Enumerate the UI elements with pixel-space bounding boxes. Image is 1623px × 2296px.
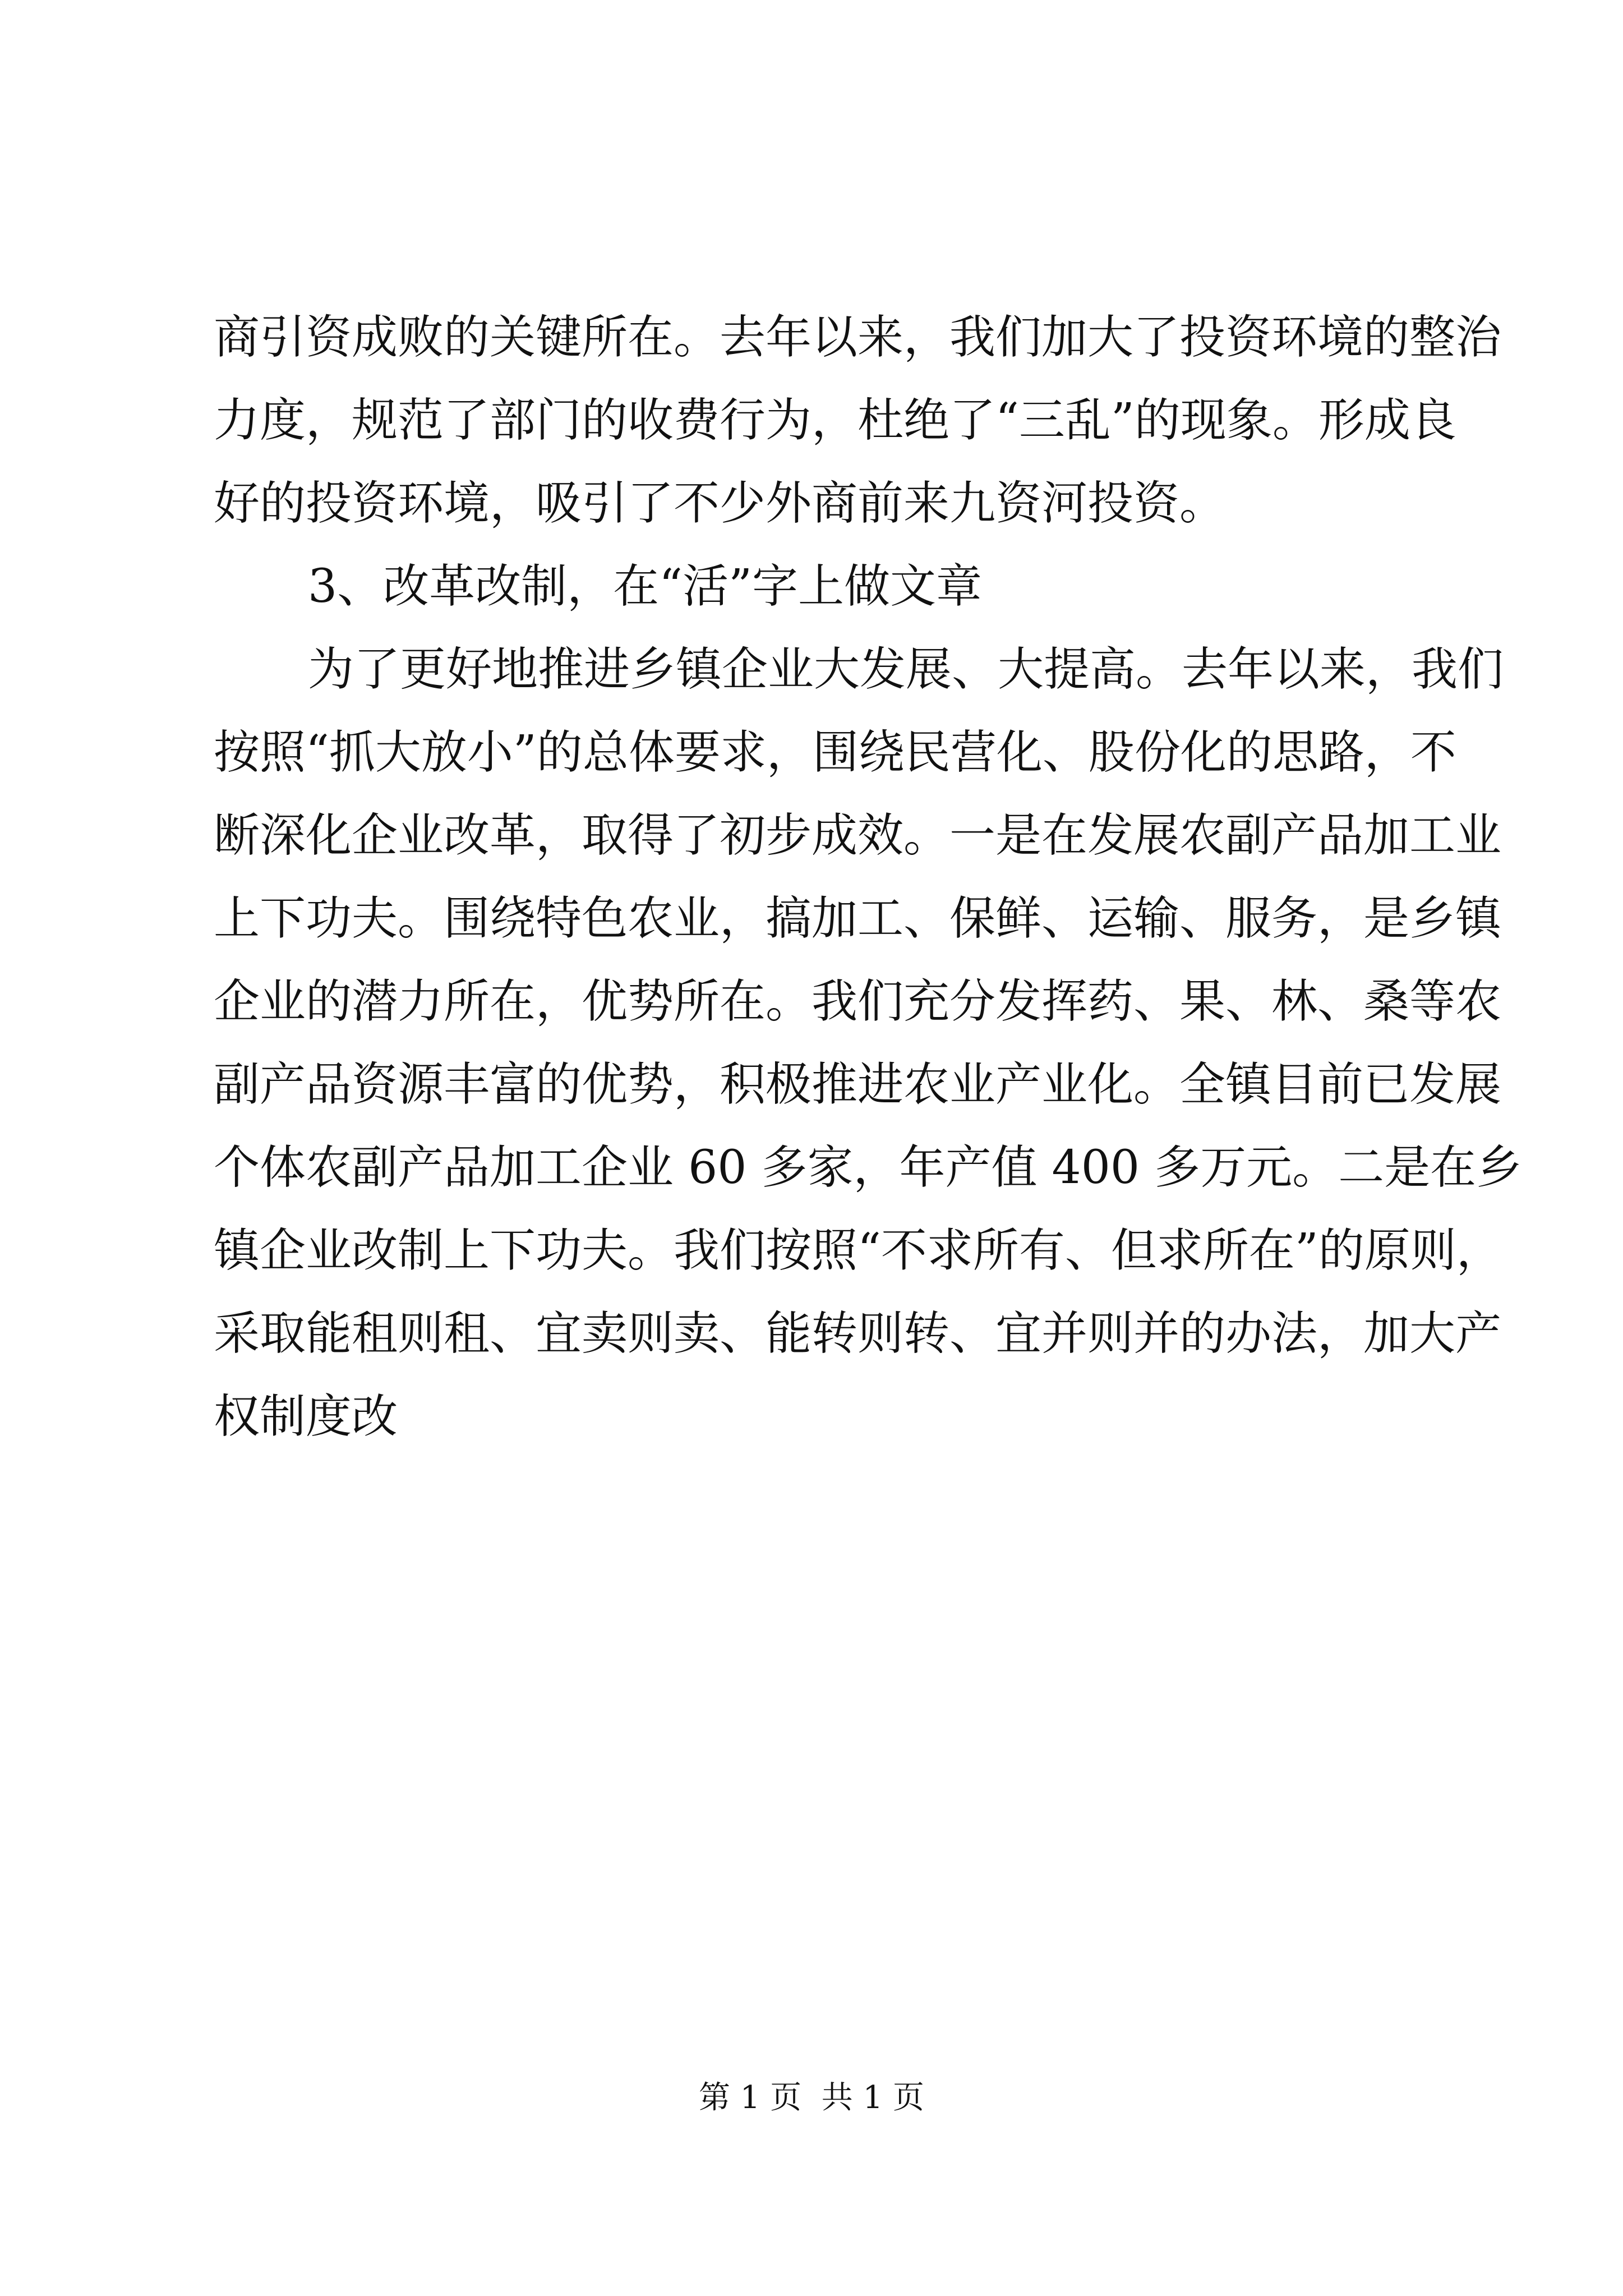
paragraph-line: 为了更好地推进乡镇企业大发展、大提高。去年以来，我们 — [308, 643, 1504, 696]
paragraph-line: 好的投资环境，吸引了不少外商前来九资河投资。 — [214, 477, 1226, 530]
paragraph-line: 上下功夫。围绕特色农业，搞加工、保鲜、运输、服务，是乡镇 — [214, 892, 1502, 945]
paragraph-line: 力度，规范了部门的收费行为，杜绝了“三乱”的现象。形成良 — [214, 394, 1456, 447]
page-footer: 第 1 页 共 1 页 — [698, 2079, 925, 2116]
paragraph-line: 镇企业改制上下功夫。我们按照“不求所有、但求所在”的原则， — [214, 1224, 1502, 1277]
paragraph-line: 按照“抓大放小”的总体要求，围绕民营化、股份化的思路，不 — [214, 726, 1456, 779]
paragraph-line: 断深化企业改革，取得了初步成效。一是在发展农副产品加工业 — [214, 809, 1502, 862]
paragraph-line: 企业的潜力所在，优势所在。我们充分发挥药、果、林、桑等农 — [214, 975, 1502, 1028]
section-heading: 3、改革改制，在“活”字上做文章 — [308, 560, 983, 613]
paragraph-line: 副产品资源丰富的优势，积极推进农业产业化。全镇目前已发展 — [214, 1058, 1502, 1111]
document-body — [214, 296, 1523, 1458]
paragraph-line: 个体农副产品加工企业 60 多家，年产值 400 多万元。二是在乡 — [214, 1141, 1523, 1194]
paragraph-line: 商引资成败的关键所在。去年以来，我们加大了投资环境的整治 — [214, 311, 1502, 364]
paragraph-line: 权制度改 — [214, 1390, 398, 1443]
paragraph-line: 采取能租则租、宜卖则卖、能转则转、宜并则并的办法，加大产 — [214, 1307, 1502, 1360]
